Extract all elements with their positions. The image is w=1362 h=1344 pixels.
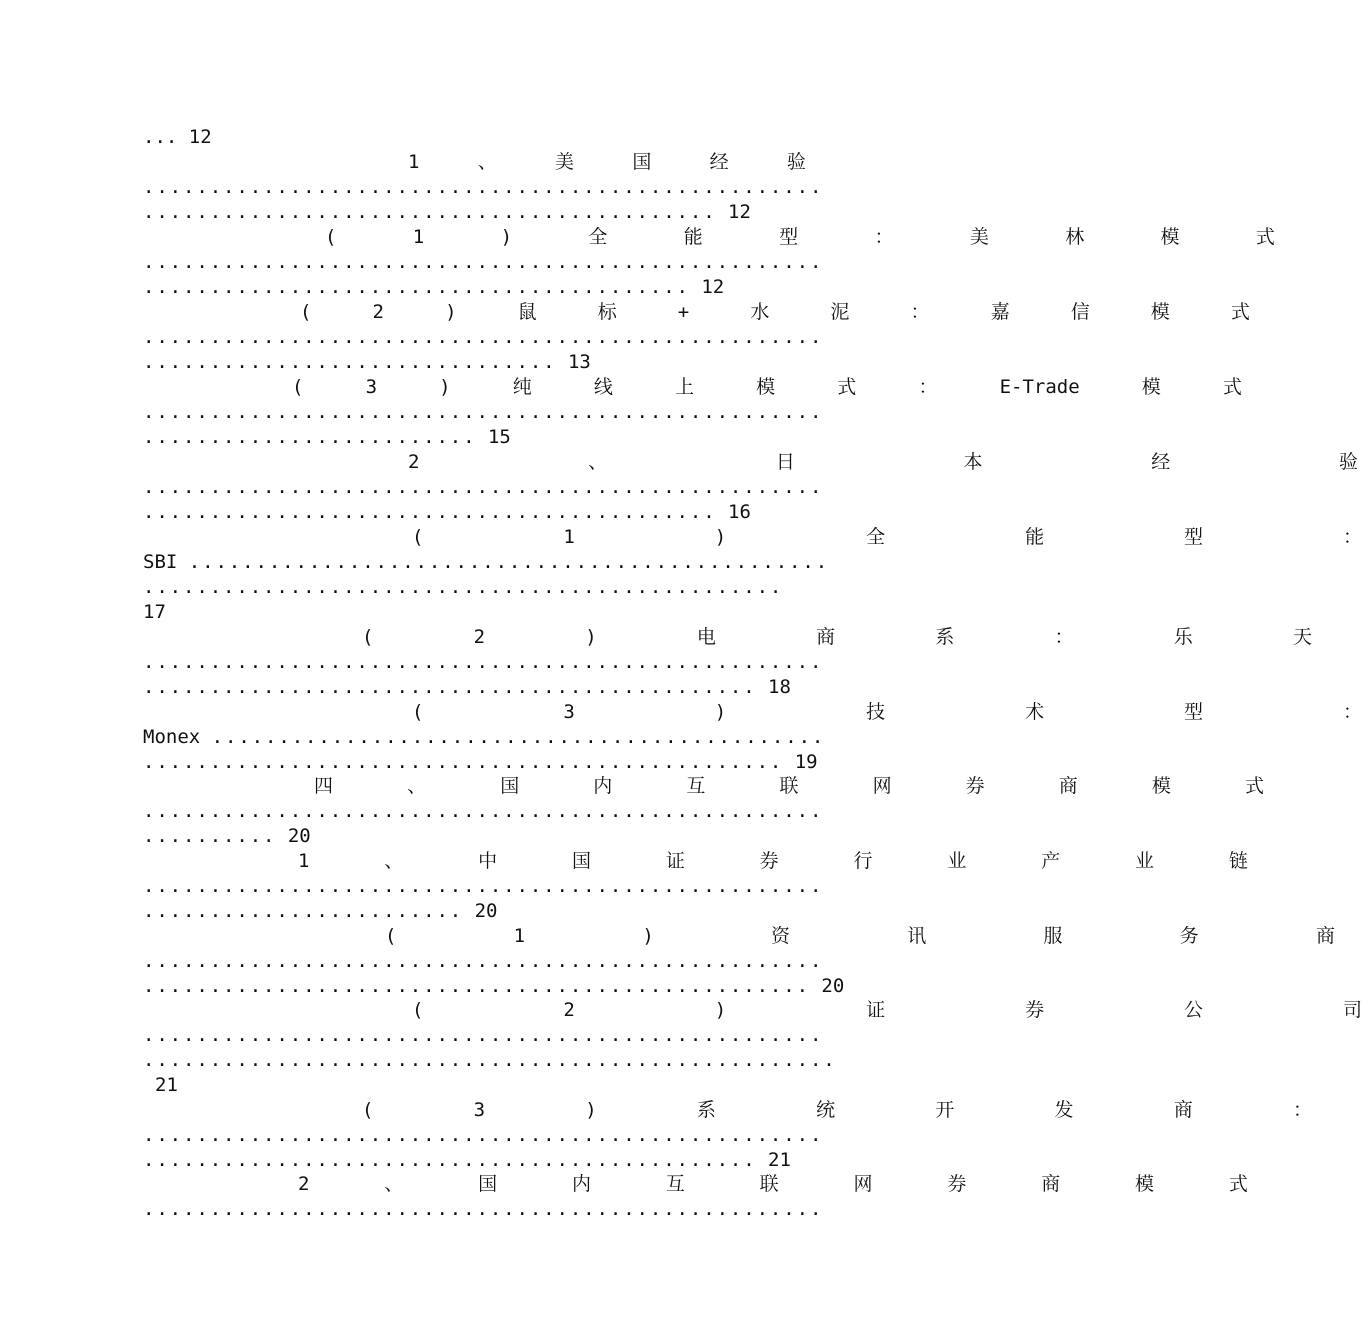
toc-title-token: 四	[314, 775, 334, 797]
toc-entry-title	[325, 225, 1275, 249]
toc-page-number: 12	[701, 276, 725, 298]
toc-title-token: 互	[665, 1173, 685, 1195]
toc-title-token: 式	[1255, 226, 1275, 248]
toc-title-token: 天	[1292, 626, 1312, 648]
toc-title-token: 行	[853, 850, 873, 872]
toc-entry-title	[292, 375, 1242, 399]
toc-entry-prefix: SBI	[143, 551, 178, 573]
toc-leader-line	[143, 750, 818, 774]
toc-title-token: )	[714, 701, 727, 723]
toc-title-token: 国	[632, 151, 652, 173]
toc-title-token: 、	[384, 850, 404, 872]
toc-title-token: 业	[947, 850, 967, 872]
toc-title-token: 式	[1228, 1173, 1248, 1195]
toc-title-token: 互	[686, 775, 706, 797]
toc-leader-line	[143, 200, 751, 224]
toc-entry-title	[412, 700, 1362, 724]
toc-title-token: 3	[563, 701, 575, 723]
toc-leader-dots: .........................................	[143, 276, 690, 298]
toc-title-token: 商	[1058, 775, 1078, 797]
toc-title-token: 泥	[830, 301, 850, 323]
toc-leader-dots: ....................................................	[143, 1049, 837, 1071]
toc-title-token: 日	[775, 451, 795, 473]
toc-continuation-line: ... 12	[143, 126, 212, 148]
toc-leader-dots: ................................................	[143, 576, 784, 598]
toc-title-token: 资	[771, 925, 791, 947]
toc-title-token: (	[412, 999, 424, 1021]
toc-page-number: 20	[474, 900, 498, 922]
toc-title-token: 标	[597, 301, 617, 323]
toc-title-token: 司	[1342, 999, 1362, 1021]
toc-title-token: ：	[918, 376, 938, 398]
toc-title-token: 开	[935, 1099, 955, 1121]
toc-title-token: 券	[965, 775, 985, 797]
toc-title-token: 内	[571, 1173, 591, 1195]
toc-leader-line	[143, 824, 311, 848]
toc-title-token: 发	[1054, 1099, 1074, 1121]
toc-title-token: 2	[563, 999, 575, 1021]
toc-entry-title	[298, 1172, 1248, 1196]
toc-title-token: 模	[1150, 301, 1170, 323]
toc-title-token: 2	[408, 451, 420, 473]
toc-title-token: )	[585, 1099, 597, 1121]
toc-title-token: 模	[1151, 775, 1171, 797]
toc-title-token: 商	[1173, 1099, 1193, 1121]
toc-title-token: (	[385, 925, 397, 947]
toc-title-token: )	[585, 626, 597, 648]
toc-title-token: 1	[298, 850, 310, 872]
toc-title-token: 型	[1184, 526, 1204, 548]
toc-title-token: (	[412, 701, 424, 723]
toc-title-token: 模	[1160, 226, 1180, 248]
toc-entry-prefix: Monex	[143, 726, 201, 748]
toc-leader-dots: ........................	[143, 900, 464, 922]
toc-leader-line	[143, 675, 791, 699]
toc-title-token: 券	[1025, 999, 1045, 1021]
toc-title-token: 证	[665, 850, 685, 872]
toc-title-token: 鼠	[517, 301, 537, 323]
toc-title-token: 嘉	[990, 301, 1010, 323]
toc-leader-dots: ..............................................	[211, 726, 826, 748]
toc-title-token: 型	[779, 226, 799, 248]
toc-leader-dots: ..............................................	[143, 1149, 757, 1171]
toc-title-token: 电	[696, 626, 716, 648]
toc-leader-line	[143, 275, 724, 299]
toc-title-token: 上	[675, 376, 695, 398]
toc-title-token: 型	[1184, 701, 1204, 723]
toc-title-token: 国	[571, 850, 591, 872]
toc-title-token: 公	[1184, 999, 1204, 1021]
toc-title-token: 验	[786, 151, 806, 173]
toc-title-token: 国	[500, 775, 520, 797]
toc-title-token: 纯	[512, 376, 532, 398]
toc-title-token: 讯	[907, 925, 927, 947]
toc-title-token: )	[439, 376, 451, 398]
toc-page-number: 20	[821, 975, 845, 997]
toc-title-token: ：	[1342, 701, 1362, 723]
toc-title-token: 业	[1135, 850, 1155, 872]
toc-title-token: (	[412, 526, 424, 548]
toc-title-token: 式	[1230, 301, 1250, 323]
toc-title-token: 、	[477, 151, 497, 173]
toc-title-token: (	[292, 376, 304, 398]
toc-title-token: 统	[816, 1099, 836, 1121]
toc-title-token: )	[500, 226, 513, 248]
toc-title-token: E-Trade	[999, 376, 1080, 398]
toc-leader-dots: ...................................................	[143, 326, 824, 348]
toc-title-token: 系	[935, 626, 955, 648]
toc-title-token: 能	[1025, 526, 1045, 548]
toc-leader-dots: ...............................	[143, 351, 557, 373]
toc-title-token: ：	[1292, 1099, 1312, 1121]
toc-leader-dots: ...................................................	[143, 476, 824, 498]
toc-leader-dots: ...................................................	[143, 251, 824, 273]
toc-page-number: 17	[143, 601, 166, 623]
toc-page-number: 19	[794, 751, 818, 773]
toc-title-token: 中	[478, 850, 498, 872]
toc-title-token: 、	[384, 1173, 404, 1195]
toc-title-token: 务	[1179, 925, 1199, 947]
toc-title-token: ：	[910, 301, 930, 323]
toc-title-token: +	[677, 301, 690, 323]
toc-title-token: 经	[1151, 451, 1171, 473]
toc-entry-title	[298, 849, 1248, 873]
toc-title-token: 验	[1338, 451, 1358, 473]
toc-leader-dots: ...................................................	[143, 950, 824, 972]
toc-title-token: (	[362, 626, 374, 648]
toc-title-token: 、	[407, 775, 427, 797]
toc-entry-title	[412, 998, 1362, 1022]
toc-leader-dots: ..............................................	[143, 676, 757, 698]
toc-title-token: 券	[947, 1173, 967, 1195]
toc-title-token: 信	[1070, 301, 1090, 323]
toc-title-token: 2	[298, 1173, 310, 1195]
toc-leader-dots: .........................	[143, 426, 477, 448]
toc-leader-line	[143, 350, 591, 374]
toc-title-token: 线	[593, 376, 613, 398]
toc-title-token: 2	[473, 626, 486, 648]
toc-title-token: )	[445, 301, 457, 323]
toc-title-token: 联	[759, 1173, 779, 1195]
toc-leader-dots: ................................................	[143, 751, 784, 773]
toc-title-token: 本	[963, 451, 983, 473]
toc-entry-title	[314, 774, 1264, 798]
toc-leader-dots: ...................................................	[143, 875, 824, 897]
toc-leader-dots: ...........................................	[143, 501, 717, 523]
toc-page-number: 20	[287, 825, 311, 847]
toc-leader-dots: ...................................................	[143, 1024, 824, 1046]
toc-title-token: 联	[779, 775, 799, 797]
toc-leader-line	[143, 550, 829, 574]
toc-title-token: 式	[1222, 376, 1242, 398]
toc-leader-dots: ...........................................	[143, 201, 717, 223]
toc-entry-title	[300, 300, 1250, 324]
toc-title-token: )	[714, 526, 727, 548]
toc-page-number: 13	[567, 351, 591, 373]
toc-title-token: 网	[853, 1173, 873, 1195]
toc-page-number: 18	[768, 676, 791, 698]
toc-title-token: 全	[588, 226, 608, 248]
toc-title-token: 证	[866, 999, 886, 1021]
toc-title-token: )	[714, 999, 727, 1021]
toc-title-token: 1	[412, 226, 425, 248]
toc-leader-dots: ..................................................	[143, 975, 810, 997]
toc-title-token: 2	[372, 301, 384, 323]
toc-entry-title	[385, 924, 1335, 948]
toc-title-token: 式	[837, 376, 857, 398]
toc-title-token: (	[300, 301, 312, 323]
toc-leader-line	[143, 899, 497, 923]
toc-entry-title	[362, 625, 1312, 649]
toc-title-token: 乐	[1173, 626, 1193, 648]
toc-title-token: 全	[866, 526, 886, 548]
toc-title-token: 术	[1025, 701, 1045, 723]
toc-title-token: 林	[1065, 226, 1085, 248]
toc-title-token: ：	[874, 226, 894, 248]
toc-entry-title-text	[408, 150, 806, 174]
toc-entry-title	[362, 1098, 1312, 1122]
toc-leader-dots: ..........	[143, 825, 277, 847]
toc-title-token: 商	[1041, 1173, 1061, 1195]
toc-leader-dots: ...................................................	[143, 1124, 824, 1146]
toc-title-token: 美	[555, 151, 575, 173]
toc-title-token: 技	[866, 701, 886, 723]
toc-title-token: ：	[1054, 626, 1074, 648]
toc-leader-line	[143, 725, 825, 749]
toc-page-number: 21	[155, 1074, 178, 1096]
toc-page-number: 21	[768, 1149, 791, 1171]
toc-leader-line	[143, 974, 844, 998]
toc-title-token: 国	[478, 1173, 498, 1195]
toc-leader-dots: ...................................................	[143, 800, 824, 822]
toc-leader-line	[143, 500, 751, 524]
toc-title-token: 模	[1135, 1173, 1155, 1195]
toc-leader-dots: ................................................	[188, 551, 830, 573]
toc-title-token: 链	[1228, 850, 1248, 872]
toc-title-token: 美	[969, 226, 989, 248]
toc-page-number: 15	[487, 426, 511, 448]
toc-leader-dots: ...................................................	[143, 176, 824, 198]
toc-title-token: 3	[473, 1099, 486, 1121]
toc-title-token: 、	[588, 451, 608, 473]
toc-title-token: 水	[750, 301, 770, 323]
toc-entry-title	[408, 150, 806, 174]
toc-title-token: 模	[1141, 376, 1161, 398]
toc-title-token: 内	[593, 775, 613, 797]
toc-title-token: 能	[683, 226, 703, 248]
toc-title-token: 1	[408, 151, 420, 173]
toc-title-token: 式	[1244, 775, 1264, 797]
toc-title-token: 1	[513, 925, 526, 947]
toc-title-token: )	[642, 925, 654, 947]
toc-title-token: 商	[816, 626, 836, 648]
toc-leader-line	[143, 1148, 791, 1172]
toc-title-token: 系	[696, 1099, 716, 1121]
toc-title-token: ：	[1342, 526, 1362, 548]
toc-title-token: 券	[759, 850, 779, 872]
toc-title-token: (	[325, 226, 337, 248]
toc-entry-title	[408, 450, 1358, 474]
toc-title-token: 服	[1043, 925, 1063, 947]
toc-leader-dots: ...................................................	[143, 1198, 824, 1220]
toc-title-token: 经	[709, 151, 729, 173]
toc-title-token: 商	[1315, 925, 1335, 947]
toc-leader-dots: ...................................................	[143, 651, 824, 673]
toc-leader-dots: ...................................................	[143, 401, 824, 423]
toc-page-number: 16	[728, 501, 751, 523]
toc-page-number: 12	[728, 201, 751, 223]
toc-leader-line	[143, 425, 511, 449]
toc-title-token: 产	[1041, 850, 1061, 872]
toc-title-token: 网	[872, 775, 892, 797]
toc-title-token: (	[362, 1099, 374, 1121]
toc-title-token: 1	[563, 526, 575, 548]
toc-title-token: 模	[756, 376, 776, 398]
toc-title-token: 3	[365, 376, 378, 398]
toc-entry-title	[412, 525, 1362, 549]
